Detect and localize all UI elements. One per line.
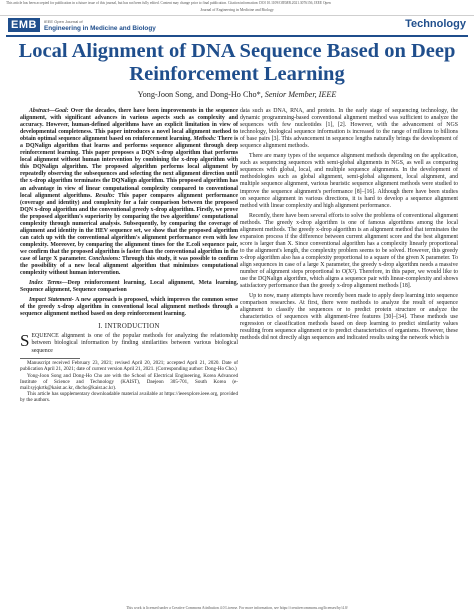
header-divider — [6, 35, 468, 37]
abstract-results-label: Results: — [95, 192, 115, 199]
drop-cap: S — [20, 331, 30, 351]
abstract-methods-label: Methods: — [193, 136, 217, 143]
index-terms-label: Index Terms— — [29, 280, 68, 287]
publication-notice-bar — [0, 0, 474, 16]
index-terms-text: Deep reinforcement learning, Local alignment, Meta learning, Sequence alignment, Sequence comparison — [20, 280, 238, 294]
abstract-results-text: This paper compares alignment performance (coverage and identity) and complexity for a fair comparison between the proposed DQN x-drop algorithm and the conventional greedy x-drop algorithm. Firstly, we prove the proposed algorithm's superiority by comparing the two algorithms' computational complexity through numerical analysis. Subsequently, by comparing the coverage of alignment and identity in the HEV sequence set, we show that the proposed algorithm can catch up with the conventional algorithm's alignment performance even with low complexity. Moreover, by comparing the alignment times for the E.coli sequence pair, we confirm that the proposed algorithm is faster than the conventional algorithm in the case of large X parameter. — [20, 192, 238, 262]
footnote-supplementary: This article has supplementary downloadable material available at https://ieeexplore.ieee.org, provided by the authors. — [20, 391, 238, 404]
section-label: Technology — [405, 18, 466, 30]
abstract-goal-label: Abstract—Goal: — [29, 108, 69, 114]
footnote-manuscript: Manuscript received February 23, 2021; revised April 20, 2021; accepted April 21, 2020. Date of publication April 21, 2021; date of current version April 21, 2021. (Corresponding author: Dong-Ho Cho.) — [20, 360, 238, 373]
intro-cap-word: EQUENCE — [31, 333, 59, 340]
body-paragraph-1: data such as DNA, RNA, and protein. In the early stage of sequencing technology, the dynamic programming-based conventional alignment method was sufficient to analyze the sequences with few nucleotides [1], [2]. However, with the advancement of NGS technology, biological sequence information is increased to the range of millions to billions of base pairs [3]. This advancement in sequence lengths naturally brings the development of sequence alignment methods. — [240, 108, 458, 150]
abstract-conclusions-text: Through this study, it was possible to confirm the possibility of a new local alignment algorithm that minimizes computational complexity without human intervention. — [20, 255, 239, 277]
emb-logo-mark: EMB — [8, 18, 40, 32]
journal-name-line: Journal of Engineering in Medicine and Biology — [200, 8, 274, 12]
body-paragraph-3: Recently, there have been several efforts to solve the problems of conventional alignment methods. The greedy x-drop algorithm is one of famous algorithms among the local alignment methods. The greedy x-drop algorithm is an alignment method that terminates the expansion process if the difference between current alignment score and the best alignment score is larger than X. Since conventional algorithm has a complexity linearly proportional to the alignment's length, the complexity problem seems to be solved. However, this greedy x-drop algorithm also has a complexity proportional to a square of the given X parameter. To align sequences in case of a large X parameter, the greedy x-drop algorithm needs a massive number of alignment steps proportional to O(X²). Therefore, in this paper, we would like to use the DQNalign algorithm, which aligns a sequence pair with linear-complexity and shows satisfactory performance than the greedy x-drop alignment methods [18]. — [240, 212, 459, 290]
impact-statement — [20, 297, 238, 318]
intro-text: alignment is one of the popular methods for analyzing the relationship between biological information by finding similarities between various biological sequence — [31, 333, 239, 354]
footnote-divider — [20, 358, 80, 359]
intro-paragraph — [20, 333, 238, 354]
impact-label: Impact Statement- — [29, 297, 74, 304]
abstract-methods-text: There is a DQNalign algorithm that learns and performs sequence alignment through deep reinforcement learning. This paper proposes a DQN x-drop algorithm that performs local alignment without human intervention by combining the x-drop algorithm with this DQNalign algorithm. The proposed algorithm performs local alignment by repeatedly observing the subsequences and selecting the next alignment direction until the x-drop algorithm terminates the DQNalign algorithm. This proposed algorithm has an advantage in view of linear computational complexity compared to conventional local alignment algorithms. — [20, 136, 238, 199]
author-membership: Senior Member, IEEE — [264, 90, 337, 99]
logo-text — [44, 18, 156, 32]
logo-subtitle: IEEE Open Journal of — [43, 19, 83, 24]
logo-journal-name: Engineering in Medicine and Biology — [43, 25, 156, 32]
license-footer: This work is licensed under a Creative Commons Attribution 4.0 License. For more information, see https://creativecommons.org/licenses/by/4.0/ — [126, 606, 348, 610]
paper-title: Local Alignment of DNA Sequence Based on Deep Reinforcement Learning — [18, 40, 456, 85]
footnote-affiliation: Yong-Joon Song and Dong-Ho Cho are with the School of Electrical Engineering, Korea Advanced Institute of Science and Technology (KAIST), Daejeon 305-701, South Korea (e-mail:syjqkrtk@kaist.ac.kr, dhcho@kaist.ac.kr). — [20, 372, 238, 391]
body-paragraph-2: There are many types of the sequence alignment methods depending on the application, such as sequencing sequences with semi-global alignments in NGS, as well as comparing sequences with global, local, and multiple sequence alignments. In the development of methodologies such as global alignment, semi-global alignment, local alignment, and multiple sequence alignment, various heuristic sequence alignment methods were studied to improve the sequence alignment's performance [8]–[16]. Although there have been studies on sequence alignment in various directions, it is hard to develop a sequence alignment method with linear complexity and high alignment performance. — [240, 153, 458, 209]
publication-notice: This article has been accepted for publication in a future issue of this journal, but has not been fully edited. Content may change prior to final publication. Citation information: DOI 10.1109/OJEMB.2021.3076156, IEEE Open — [6, 1, 331, 5]
left-column — [20, 108, 238, 404]
index-terms — [20, 280, 238, 294]
author-line — [0, 90, 474, 99]
authors: Yong-Joon Song, and Dong-Ho Cho*, — [137, 90, 263, 99]
section-heading-introduction: I. INTRODUCTION — [98, 323, 160, 331]
abstract-conclusions-label: Conclusions: — [88, 255, 121, 262]
abstract — [20, 108, 238, 277]
right-column — [240, 108, 458, 346]
journal-logo — [8, 16, 156, 34]
impact-text: A new approach is proposed, which improves the common sense of the greedy x-drop algorithm in conventional local alignment methods through a sequence alignment method based on deep reinforcement learning. — [20, 297, 238, 318]
abstract-goal-text: Over the decades, there have been improvements in the sequence alignment, with significant advances in various aspects such as complexity and accuracy. However, human-defined algorithms have an explicit limitation in view of developmental completeness. This paper introduces a novel local alignment method to obtain optimal sequence alignment based on reinforcement learning. — [20, 108, 238, 143]
body-paragraph-4: Up to now, many attempts have recently been made to apply deep learning into sequence comparison researches. At first, there were methods to analyze the result of sequence alignment to classify the sequences or to predict protein structure or analyze the characteristics of sequences with alignment-free features [30]–[34]. These methods use regression or classification methods based on deep learning to predict similarity values resulting from sequence alignment or to predict characteristics of organisms. However, these methods did not directly align sequences and indicated results using the network which is — [240, 293, 458, 342]
